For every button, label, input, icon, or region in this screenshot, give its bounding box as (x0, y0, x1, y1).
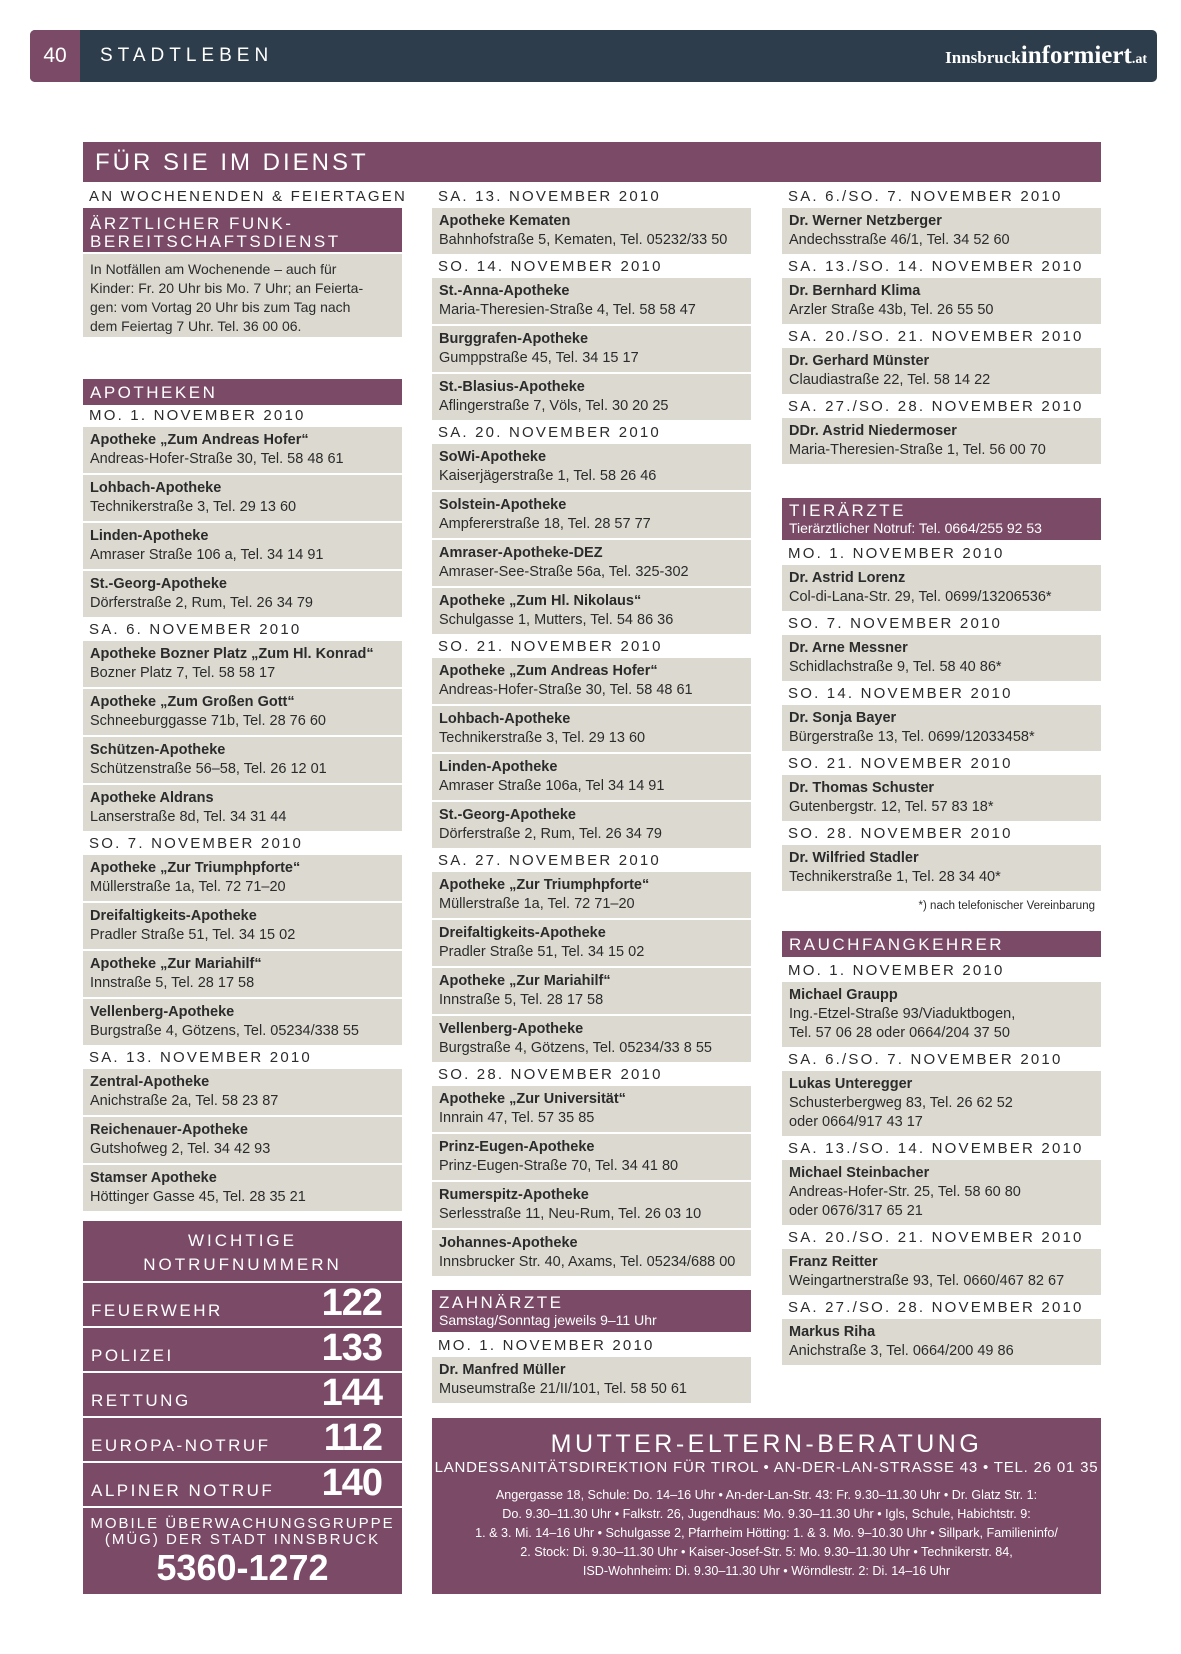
list-item (83, 1069, 402, 1117)
entry-address: Claudiastraße 22, Tel. 58 14 22 (789, 372, 991, 388)
entry-name: Apotheke „Zum Hl. Nikolaus“ (439, 593, 642, 609)
list-item (83, 523, 402, 571)
entry-address: Schidlachstraße 9, Tel. 58 40 86* (789, 659, 1002, 675)
entry-address: Höttinger Gasse 45, Tel. 28 35 21 (90, 1189, 306, 1205)
list-item (782, 1319, 1101, 1367)
footnote: *) nach telefonischer Vereinbarung (918, 900, 1095, 912)
subtitle-weekends: AN WOCHENENDEN & FEIERTAGEN (89, 188, 408, 205)
list-item (782, 775, 1101, 823)
entry-address: Andreas-Hofer-Straße 30, Tel. 58 48 61 (90, 451, 344, 467)
apotheken-heading: APOTHEKEN (83, 379, 402, 405)
emergency-numbers-box (83, 1221, 402, 1594)
list-item (432, 658, 751, 706)
funk-text-line: gen: vom Vortag 20 Uhr bis zum Tag nach (90, 299, 351, 315)
entry-name: St.-Blasius-Apotheke (439, 379, 585, 395)
date-label: MO. 1. NOVEMBER 2010 (788, 545, 1005, 562)
entry-name: Linden-Apotheke (90, 528, 209, 544)
meb-line: ISD-Wohnheim: Di. 9.30–11.30 Uhr • Wörndlestr. 2: Di. 14–16 Uhr (582, 1564, 951, 1578)
entry-name: Apotheke Kematen (439, 213, 571, 229)
entry-name: Dr. Thomas Schuster (789, 780, 935, 796)
entry-address: Aflingerstraße 7, Völs, Tel. 30 20 25 (439, 398, 669, 414)
brand-main: informiert (1020, 42, 1132, 69)
tieraerzte-list (782, 543, 1101, 893)
page-header (30, 30, 1157, 82)
emergency-title-2: NOTRUFNUMMERN (143, 1255, 342, 1274)
list-item (83, 689, 402, 737)
date-label: SO. 28. NOVEMBER 2010 (438, 1066, 663, 1083)
date-label: MO. 1. NOVEMBER 2010 (438, 1337, 655, 1354)
entry-address: Schulgasse 1, Mutters, Tel. 54 86 36 (439, 612, 674, 628)
entry-name: Linden-Apotheke (439, 759, 558, 775)
entry-name: Dr. Arne Messner (789, 640, 908, 656)
funk-heading (83, 208, 402, 254)
list-item (432, 492, 751, 540)
entry-name: Dr. Gerhard Münster (789, 353, 930, 369)
entry-address: Andreas-Hofer-Straße 30, Tel. 58 48 61 (439, 682, 693, 698)
entry-address: Arzler Straße 43b, Tel. 26 55 50 (789, 302, 994, 318)
emergency-row (83, 1371, 402, 1416)
entry-address: Ampfererstraße 18, Tel. 28 57 77 (439, 516, 651, 532)
emergency-title-1: WICHTIGE (188, 1231, 297, 1250)
entry-address: Technikerstraße 3, Tel. 29 13 60 (90, 499, 297, 515)
entry-name: Amraser-Apotheke-DEZ (439, 545, 603, 561)
brand-prefix: Innsbruck (945, 48, 1021, 67)
list-item (432, 588, 751, 636)
entry-name: Dreifaltigkeits-Apotheke (439, 925, 606, 941)
entry-name: Burggrafen-Apotheke (439, 331, 589, 347)
mutter-eltern-beratung-box (432, 1418, 1101, 1594)
list-item (432, 968, 751, 1016)
entry-name: Michael Graupp (789, 987, 898, 1003)
list-item (782, 845, 1101, 893)
entry-name: Apotheke „Zum Andreas Hofer“ (90, 432, 309, 448)
entry-name: Vellenberg-Apotheke (90, 1004, 235, 1020)
entry-address: Schneeburggasse 71b, Tel. 28 76 60 (90, 713, 326, 729)
funk-text-box (83, 254, 402, 339)
list-item (782, 278, 1101, 326)
entry-name: Reichenauer-Apotheke (90, 1122, 248, 1138)
list-item (83, 785, 402, 833)
list-item (782, 982, 1101, 1049)
entry-name: Stamser Apotheke (90, 1170, 217, 1186)
date-label: SO. 28. NOVEMBER 2010 (788, 825, 1013, 842)
apotheken-list-2 (432, 186, 751, 1278)
meb-line: Angergasse 18, Schule: Do. 14–16 Uhr • An-der-Lan-Str. 43: Fr. 9.30–11.30 Uhr • Dr. Glatz Str. 1: (495, 1488, 1038, 1502)
entry-address: Amraser Straße 106 a, Tel. 34 14 91 (90, 547, 324, 563)
zahnaerzte-heading (432, 1290, 751, 1332)
brand-suffix: .at (1131, 52, 1147, 67)
list-item (432, 1357, 751, 1405)
list-item (432, 540, 751, 588)
entry-name: Dreifaltigkeits-Apotheke (90, 908, 257, 924)
list-item (432, 1182, 751, 1230)
meb-subtitle: LANDESSANITÄTSDIREKTION FÜR TIROL • AN-DER-LAN-STRASSE 43 • TEL. 26 01 35 (434, 1459, 1099, 1476)
entry-address: Pradler Straße 51, Tel. 34 15 02 (439, 944, 645, 960)
entry-address: Gutshofweg 2, Tel. 34 42 93 (90, 1141, 271, 1157)
list-item (432, 920, 751, 968)
emergency-number: 144 (321, 1372, 382, 1414)
emergency-number: 112 (323, 1417, 382, 1459)
entry-name: Apotheke „Zur Mariahilf“ (439, 973, 611, 989)
date-label: SO. 7. NOVEMBER 2010 (89, 835, 304, 852)
list-item (432, 326, 751, 374)
date-label: SA. 27. NOVEMBER 2010 (438, 852, 661, 869)
funk-text-line: dem Feiertag 7 Uhr. Tel. 36 00 06. (90, 318, 302, 334)
entry-name: St.-Georg-Apotheke (439, 807, 576, 823)
list-item (432, 1230, 751, 1278)
entry-address: Museumstraße 21/II/101, Tel. 58 50 61 (439, 1381, 687, 1397)
entry-address: Serlesstraße 11, Neu-Rum, Tel. 26 03 10 (439, 1206, 702, 1222)
list-item (432, 706, 751, 754)
entry-address: Innstraße 5, Tel. 28 17 58 (439, 992, 604, 1008)
date-label: SA. 13. NOVEMBER 2010 (438, 188, 661, 205)
entry-address: Schusterbergweg 83, Tel. 26 62 52 (789, 1095, 1013, 1111)
date-label: SA. 6. NOVEMBER 2010 (89, 621, 302, 638)
date-label: SA. 6./SO. 7. NOVEMBER 2010 (788, 188, 1063, 205)
emergency-row (83, 1326, 402, 1371)
list-item (83, 999, 402, 1047)
list-item (432, 802, 751, 850)
entry-name: Vellenberg-Apotheke (439, 1021, 584, 1037)
list-item (782, 348, 1101, 396)
list-item (782, 1071, 1101, 1138)
list-item (432, 208, 751, 256)
entry-address: Schützenstraße 56–58, Tel. 26 12 01 (90, 761, 327, 777)
entry-name: Apotheke „Zur Mariahilf“ (90, 956, 262, 972)
entry-address-2: oder 0676/317 65 21 (789, 1203, 923, 1219)
entry-address: Amraser Straße 106a, Tel 34 14 91 (439, 778, 665, 794)
date-label: SO. 21. NOVEMBER 2010 (438, 638, 663, 655)
meb-details (432, 1478, 1101, 1581)
entry-address: Dörferstraße 2, Rum, Tel. 26 34 79 (90, 595, 313, 611)
entry-address: Anichstraße 3, Tel. 0664/200 49 86 (789, 1343, 1014, 1359)
entry-address: Bürgerstraße 13, Tel. 0699/12033458* (789, 729, 1035, 745)
entry-address: Maria-Theresien-Straße 4, Tel. 58 58 47 (439, 302, 696, 318)
entry-name: SoWi-Apotheke (439, 449, 547, 465)
tieraerzte-heading (782, 498, 1101, 540)
entry-name: Prinz-Eugen-Apotheke (439, 1139, 595, 1155)
entry-address: Amraser-See-Straße 56a, Tel. 325-302 (439, 564, 689, 580)
list-item (83, 475, 402, 523)
emergency-row (83, 1416, 402, 1461)
funk-text-line: In Notfällen am Wochenende – auch für (90, 261, 337, 277)
entry-address: Ing.-Etzel-Straße 93/Viaduktbogen, (789, 1006, 1016, 1022)
list-item (432, 278, 751, 326)
rauchfangkehrer-heading: RAUCHFANGKEHRER (782, 931, 1101, 957)
list-item (83, 737, 402, 785)
meb-line: Do. 9.30–11.30 Uhr • Falkstr. 26, Jugendhaus: Mo. 9.30–11.30 Uhr • Igls, Schule, Habichtstr. 9: (502, 1507, 1031, 1521)
entry-name: Franz Reitter (789, 1254, 878, 1270)
tieraerzte-title: TIERÄRZTE (789, 501, 906, 520)
brand-logo (945, 42, 1147, 70)
entry-address: Maria-Theresien-Straße 1, Tel. 56 00 70 (789, 442, 1046, 458)
entry-address: Innrain 47, Tel. 57 35 85 (439, 1110, 595, 1126)
date-label: SA. 13./SO. 14. NOVEMBER 2010 (788, 1140, 1084, 1157)
main-title: FÜR SIE IM DIENST (83, 142, 1101, 182)
list-item (83, 951, 402, 999)
emergency-label: RETTUNG (91, 1391, 191, 1410)
entry-name: Apotheke „Zur Triumphpforte“ (90, 860, 301, 876)
tieraerzte-subtitle: Tierärztlicher Notruf: Tel. 0664/255 92 53 (789, 520, 1042, 536)
entry-name: Dr. Wilfried Stadler (789, 850, 919, 866)
entry-name: Rumerspitz-Apotheke (439, 1187, 589, 1203)
date-label: SO. 7. NOVEMBER 2010 (788, 615, 1003, 632)
date-label: SA. 13. NOVEMBER 2010 (89, 1049, 312, 1066)
emergency-label: ALPINER NOTRUF (91, 1481, 275, 1500)
list-item (782, 565, 1101, 613)
entry-address: Andreas-Hofer-Str. 25, Tel. 58 60 80 (789, 1184, 1021, 1200)
entry-address: Innstraße 5, Tel. 28 17 58 (90, 975, 255, 991)
meb-title: MUTTER-ELTERN-BERATUNG (550, 1430, 983, 1458)
entry-name: DDr. Astrid Niedermoser (789, 423, 957, 439)
list-item (782, 1160, 1101, 1227)
emergency-number: 122 (321, 1282, 382, 1324)
date-label: SO. 14. NOVEMBER 2010 (438, 258, 663, 275)
page-number: 40 (30, 30, 80, 82)
list-item (432, 872, 751, 920)
entry-name: Johannes-Apotheke (439, 1235, 578, 1251)
entry-address: Technikerstraße 3, Tel. 29 13 60 (439, 730, 646, 746)
list-item (782, 1249, 1101, 1297)
entry-address: Lanserstraße 8d, Tel. 34 31 44 (90, 809, 287, 825)
entry-address: Kaiserjägerstraße 1, Tel. 58 26 46 (439, 468, 657, 484)
list-item (782, 418, 1101, 466)
mug-label-2: (MÜG) DER STADT INNSBRUCK (104, 1531, 381, 1548)
entry-address: Andechsstraße 46/1, Tel. 34 52 60 (789, 232, 1010, 248)
list-item (83, 641, 402, 689)
entry-name: Dr. Manfred Müller (439, 1362, 566, 1378)
date-label: SA. 6./SO. 7. NOVEMBER 2010 (788, 1051, 1063, 1068)
date-label: SA. 20. NOVEMBER 2010 (438, 424, 661, 441)
entry-name: Lohbach-Apotheke (439, 711, 571, 727)
list-item (432, 444, 751, 492)
list-item (782, 208, 1101, 256)
entry-name: Lohbach-Apotheke (90, 480, 222, 496)
entry-name: Dr. Bernhard Klima (789, 283, 921, 299)
entry-address-2: Tel. 57 06 28 oder 0664/204 37 50 (789, 1025, 1010, 1041)
entry-address-2: oder 0664/917 43 17 (789, 1114, 923, 1130)
section-title: STADTLEBEN (100, 45, 274, 66)
apotheken-list (83, 405, 402, 1213)
date-label: SA. 20./SO. 21. NOVEMBER 2010 (788, 1229, 1084, 1246)
list-item (83, 1117, 402, 1165)
entry-name: Apotheke „Zur Universität“ (439, 1091, 626, 1107)
entry-name: St.-Anna-Apotheke (439, 283, 570, 299)
list-item (83, 427, 402, 475)
entry-name: Apotheke „Zum Großen Gott“ (90, 694, 295, 710)
entry-name: Dr. Sonja Bayer (789, 710, 897, 726)
zahnaerzte-subtitle: Samstag/Sonntag jeweils 9–11 Uhr (439, 1312, 657, 1328)
emergency-row (83, 1281, 402, 1326)
rauchfangkehrer-list (782, 960, 1101, 1367)
entry-address: Gutenbergstr. 12, Tel. 57 83 18* (789, 799, 994, 815)
list-item (83, 1165, 402, 1213)
entry-address: Burgstraße 4, Götzens, Tel. 05234/338 55 (90, 1023, 359, 1039)
entry-address: Innsbrucker Str. 40, Axams, Tel. 05234/688 00 (439, 1254, 736, 1270)
entry-address: Weingartnerstraße 93, Tel. 0660/467 82 67 (789, 1273, 1065, 1289)
list-item (83, 571, 402, 619)
entry-name: Dr. Astrid Lorenz (789, 570, 906, 586)
emergency-label: POLIZEI (91, 1346, 174, 1365)
entry-address: Burgstraße 4, Götzens, Tel. 05234/33 8 55 (439, 1040, 712, 1056)
zahnaerzte-title: ZAHNÄRZTE (439, 1293, 564, 1312)
date-label: SA. 27./SO. 28. NOVEMBER 2010 (788, 1299, 1084, 1316)
entry-name: Solstein-Apotheke (439, 497, 567, 513)
entry-address: Müllerstraße 1a, Tel. 72 71–20 (90, 879, 286, 895)
list-item (83, 855, 402, 903)
emergency-label: FEUERWEHR (91, 1301, 223, 1320)
entry-name: Michael Steinbacher (789, 1165, 930, 1181)
date-label: MO. 1. NOVEMBER 2010 (89, 407, 306, 424)
entry-name: Markus Riha (789, 1324, 876, 1340)
entry-address: Anichstraße 2a, Tel. 58 23 87 (90, 1093, 279, 1109)
entry-name: Apotheke „Zur Triumphpforte“ (439, 877, 650, 893)
column-middle (432, 186, 751, 1405)
date-label: SA. 27./SO. 28. NOVEMBER 2010 (788, 398, 1084, 415)
list-item (83, 903, 402, 951)
list-item (782, 705, 1101, 753)
entry-name: St.-Georg-Apotheke (90, 576, 227, 592)
emergency-row (83, 1461, 402, 1506)
mug-number: 5360-1272 (156, 1547, 329, 1588)
list-item (432, 754, 751, 802)
funk-text-line: Kinder: Fr. 20 Uhr bis Mo. 7 Uhr; an Feierta- (90, 280, 364, 296)
list-item (782, 635, 1101, 683)
date-label: SA. 20./SO. 21. NOVEMBER 2010 (788, 328, 1084, 345)
list-item (432, 1086, 751, 1134)
entry-address: Col-di-Lana-Str. 29, Tel. 0699/13206536* (789, 589, 1052, 605)
funk-title-2: BEREITSCHAFTSDIENST (90, 232, 341, 251)
entry-name: Apotheke „Zum Andreas Hofer“ (439, 663, 658, 679)
entry-address: Bahnhofstraße 5, Kematen, Tel. 05232/33 50 (439, 232, 728, 248)
date-label: SA. 13./SO. 14. NOVEMBER 2010 (788, 258, 1084, 275)
entry-address: Müllerstraße 1a, Tel. 72 71–20 (439, 896, 635, 912)
column-right (782, 186, 1101, 1367)
column-left (83, 186, 408, 1213)
emergency-label: EUROPA-NOTRUF (91, 1436, 271, 1455)
entry-address: Pradler Straße 51, Tel. 34 15 02 (90, 927, 296, 943)
entry-address: Prinz-Eugen-Straße 70, Tel. 34 41 80 (439, 1158, 679, 1174)
entry-address: Dörferstraße 2, Rum, Tel. 26 34 79 (439, 826, 662, 842)
funk-title-1: ÄRZTLICHER FUNK- (90, 214, 294, 233)
list-item (432, 374, 751, 422)
date-label: SO. 14. NOVEMBER 2010 (788, 685, 1013, 702)
emergency-title (83, 1221, 402, 1281)
list-item (432, 1134, 751, 1182)
meb-line: 2. Stock: Di. 9.30–11.30 Uhr • Kaiser-Josef-Str. 5: Mo. 9.30–11.30 Uhr • Technikerstr. 84, (520, 1545, 1013, 1559)
entry-name: Zentral-Apotheke (90, 1074, 210, 1090)
entry-name: Lukas Unteregger (789, 1076, 913, 1092)
list-item (432, 1016, 751, 1064)
entry-address: Bozner Platz 7, Tel. 58 58 17 (90, 665, 276, 681)
emergency-number: 133 (321, 1327, 382, 1369)
date-label: MO. 1. NOVEMBER 2010 (788, 962, 1005, 979)
entry-address: Technikerstraße 1, Tel. 28 34 40* (789, 869, 1001, 885)
date-label: SO. 21. NOVEMBER 2010 (788, 755, 1013, 772)
aerzte-list (782, 186, 1101, 466)
entry-address: Gumppstraße 45, Tel. 34 15 17 (439, 350, 639, 366)
emergency-rows (83, 1281, 402, 1506)
entry-name: Apotheke Aldrans (90, 790, 214, 806)
emergency-number: 140 (321, 1462, 382, 1504)
mug-label-1: MOBILE ÜBERWACHUNGSGRUPPE (90, 1515, 395, 1532)
entry-name: Schützen-Apotheke (90, 742, 226, 758)
entry-name: Dr. Werner Netzberger (789, 213, 942, 229)
entry-name: Apotheke Bozner Platz „Zum Hl. Konrad“ (90, 646, 374, 662)
meb-line: 1. & 3. Mi. 14–16 Uhr • Schulgasse 2, Pfarrheim Hötting: 1. & 3. Mo. 9–10.30 Uhr • Sillpark, Familieninfo/ (475, 1526, 1058, 1540)
mug-block (83, 1506, 402, 1588)
